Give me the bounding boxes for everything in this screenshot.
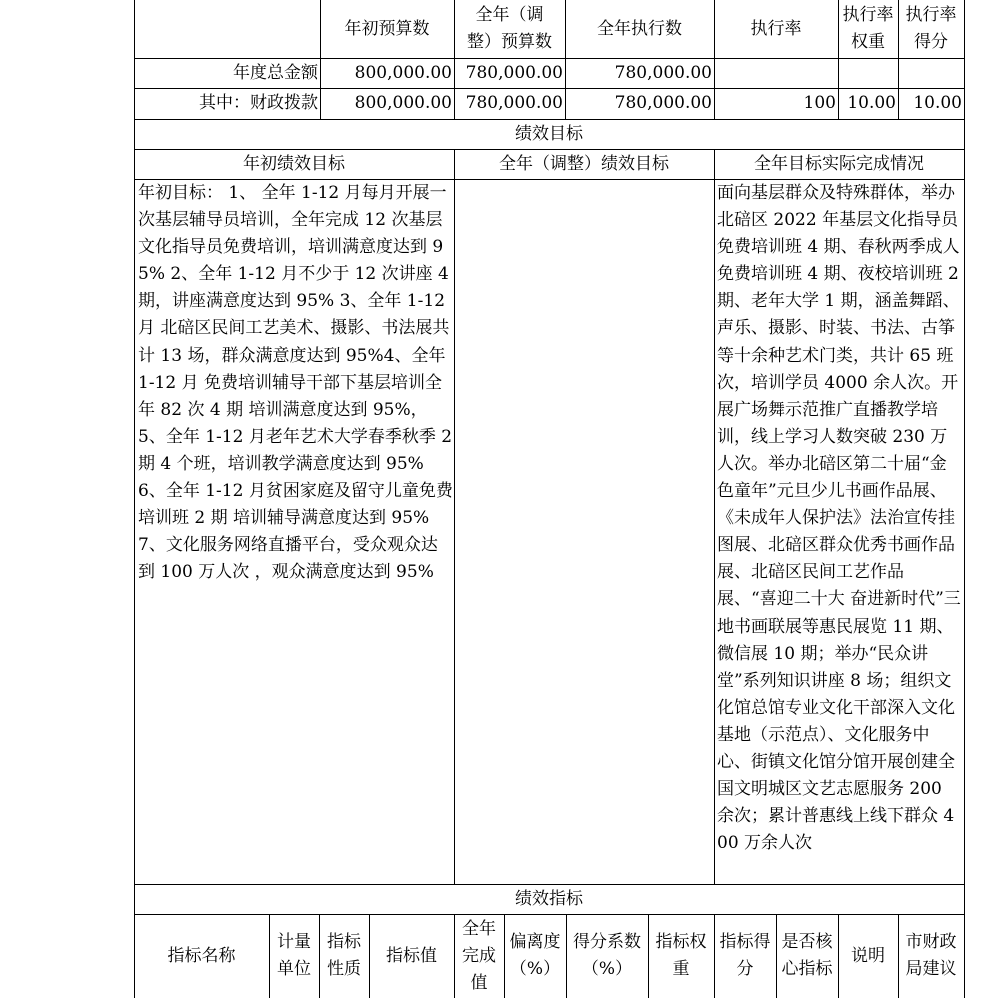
- header-initial-budget: 年初预算数: [344, 18, 430, 39]
- budget-row-rate: [714, 58, 838, 88]
- adjusted-goals-header: 全年（调整）绩效目标: [499, 153, 669, 174]
- table-rule: [964, 0, 965, 998]
- col-unit: [269, 914, 319, 998]
- header-rate-score-line1: 执行率: [905, 5, 957, 25]
- table-rule: [134, 179, 965, 180]
- table-rule: [714, 149, 715, 884]
- col-core-line2: 心指标: [781, 959, 833, 979]
- table-rule: [269, 914, 270, 998]
- budget-row-label: 年度总金额: [233, 62, 318, 83]
- col-score-line2: 分: [736, 959, 754, 979]
- col-nature-line2: 性质: [327, 959, 361, 979]
- col-deviation-line1: 偏离度: [509, 932, 561, 952]
- col-indicator-name: 指标名称: [167, 945, 236, 966]
- table-rule: [898, 0, 899, 119]
- col-weight-line2: 重: [672, 959, 690, 979]
- table-rule: [565, 0, 566, 119]
- budget-row-weight: 10.00: [847, 93, 896, 113]
- budget-row-adjusted: 780,000.00: [465, 62, 563, 83]
- col-bureau-line1: 市财政: [905, 932, 957, 952]
- col-indicator-value: 指标值: [386, 945, 437, 966]
- col-deviation-line2: （%）: [509, 959, 561, 979]
- budget-row-weight: [838, 58, 898, 88]
- budget-row-initial: 800,000.00: [354, 62, 452, 83]
- table-rule: [319, 914, 320, 998]
- actual-completion-header: 全年目标实际完成情况: [754, 153, 924, 174]
- table-rule: [454, 149, 455, 884]
- col-bureau-line2: 局建议: [905, 959, 957, 979]
- budget-row-adjusted: 780,000.00: [465, 93, 563, 113]
- header-rate-weight: [838, 0, 898, 58]
- header-adjusted-budget-line2: 整）预算数: [467, 32, 552, 52]
- performance-goals-title: 绩效目标: [515, 123, 583, 144]
- header-rate-score-line2: 得分: [914, 32, 948, 52]
- table-rule: [504, 914, 505, 998]
- table-rule: [454, 0, 455, 119]
- table-rule: [134, 88, 965, 89]
- col-unit-line1: 计量: [277, 932, 311, 952]
- table-rule: [134, 914, 965, 915]
- col-bureau-advice: [898, 914, 964, 998]
- col-nature-line1: 指标: [327, 932, 361, 952]
- indicators-title: 绩效指标: [515, 888, 583, 909]
- header-rate-weight-line2: 权重: [851, 32, 885, 52]
- col-deviation: [504, 914, 566, 998]
- col-is-core: [776, 914, 838, 998]
- col-completed-line1: 全年: [462, 918, 496, 939]
- budget-row-score: [898, 58, 964, 88]
- table-rule: [369, 914, 370, 998]
- table-rule: [134, 149, 965, 150]
- header-rate-weight-line1: 执行率: [842, 5, 894, 25]
- table-rule: [454, 914, 455, 998]
- header-annual-execution: 全年执行数: [597, 18, 682, 39]
- header-execution-rate: 执行率: [750, 18, 802, 39]
- table-rule: [566, 914, 567, 998]
- col-weight-line1: 指标权: [655, 932, 707, 952]
- table-rule: [648, 914, 649, 998]
- actual-completion-text: 面向基层群众及特殊群体，举办北碚区 2022 年基层文化指导员免费培训班 4 期、春秋两季成人免费培训班 4 期、夜校培训班 2 期、老年大学 1 期，涵盖舞蹈、声乐、摄影、时装、书法、古筝等十余种艺术门类，共计 65 班次，培训学员 4000 余人次。开展广场舞示范推广直播教学培训，线上学习人数突破 230 万人次。举办北碚区第二十届“金色童年”元旦少儿书画作品展、《未成年人保护法》法治宣传挂图展、北碚区群众优秀书画作品展、北碚区民间工艺作品展、“喜迎二十大 奋进新时代”三地书画联展等惠民展览 11 期、微信展 10 期；举办“民众讲堂”系列知识讲座 8 场；组织文化馆总馆专业文化干部深入文化基地（示范点）、文化服务中心、街镇文化馆分馆开展创建全国文明城区文艺志愿服务 200 余次；累计普惠线上线下群众 400 万余人次: [717, 183, 961, 854]
- table-rule: [898, 914, 899, 998]
- budget-row-executed: 780,000.00: [614, 62, 712, 83]
- adjusted-goals-text: [458, 180, 710, 880]
- col-coef-line2: （%）: [581, 959, 633, 979]
- col-coef-line1: 得分系数: [573, 932, 641, 952]
- col-completed-line2: 完成: [462, 945, 496, 966]
- col-core-line1: 是否核: [781, 932, 833, 952]
- table-rule: [134, 0, 135, 998]
- col-unit-line2: 单位: [277, 959, 311, 979]
- budget-row-rate: 100: [803, 93, 836, 113]
- col-score-coefficient: [566, 914, 648, 998]
- table-rule: [838, 0, 839, 119]
- table-rule: [134, 884, 965, 885]
- initial-goals-text: 年初目标： 1、 全年 1-12 月每月开展一次基层辅导员培训，全年完成 12 次基层文化指导员免费培训，培训满意度达到 95% 2、全年 1-12 月不少于 12 次讲座 4 期，讲座满意度达到 95% 3、全年 1-12 月 北碚区民间工艺美术、摄影、书法展共计 13 场，群众满意度达到 95%4、全年 1-12 月 免费培训辅导干部下基层培训全年 82 次 4 期 培训满意度达到 95%， 5、全年 1-12 月老年艺术大学春季秋季 2 期 4 个班，培训教学满意度达到 95% 6、全年 1-12 月贫困家庭及留守儿童免费培训班 2 期 培训辅导满意度达到 95% 7、文化服务网络直播平台，受众观众达到 100 万人次 ，观众满意度达到 95%: [138, 183, 453, 583]
- col-nature: [319, 914, 369, 998]
- table-rule: [320, 0, 321, 119]
- table-rule: [776, 914, 777, 998]
- table-rule: [838, 914, 839, 998]
- header-adjusted-budget: [454, 0, 565, 58]
- table-rule: [134, 119, 965, 120]
- table-rule: [134, 58, 965, 59]
- col-completed-line3: 值: [470, 972, 488, 993]
- col-indicator-score: [714, 914, 776, 998]
- col-score-line1: 指标得: [719, 932, 771, 952]
- col-completed-value: [454, 914, 504, 998]
- budget-row-initial: 800,000.00: [354, 93, 452, 113]
- table-rule: [714, 914, 715, 998]
- col-indicator-weight: [648, 914, 714, 998]
- budget-row-label: 其中：财政拨款: [199, 93, 318, 113]
- col-note: 说明: [851, 945, 885, 966]
- budget-row-score: 10.00: [913, 93, 962, 113]
- header-rate-score: [898, 0, 964, 58]
- header-adjusted-budget-line1: 全年（调: [475, 5, 544, 25]
- table-rule: [714, 0, 715, 119]
- budget-row-executed: 780,000.00: [614, 93, 712, 113]
- initial-goals-header: 年初绩效目标: [243, 153, 345, 174]
